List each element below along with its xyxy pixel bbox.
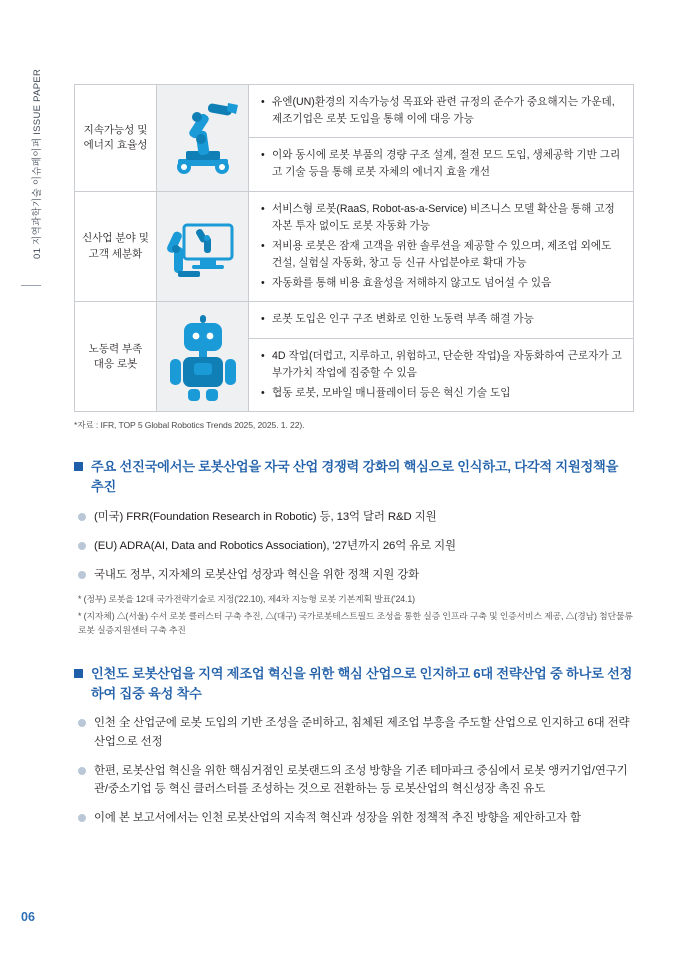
square-bullet-icon	[74, 462, 83, 471]
section-foot-note: * (정부) 로봇을 12대 국가전략기술로 지정('22.10), 제4차 지능형 로봇 기본계획 발표('24.1)	[78, 593, 415, 604]
row-description-cell	[249, 85, 634, 192]
robot-monitor-icon	[157, 207, 248, 287]
list-item: 한편, 로봇산업 혁신을 위한 핵심거점인 로봇랜드의 조성 방향을 기존 테마파크 중심에서 로봇 앵커기업/연구기관/중소기업 등 혁신 클러스터를 조성하는 것으로 전환하는 등 로봇산업의 혁신성장 촉진 유도	[74, 762, 634, 799]
list-item: • 협동 로봇, 모바일 매니퓰레이터 등은 혁신 기술 도입	[261, 385, 623, 402]
row-icon-cell	[157, 302, 249, 412]
section-heading-row	[74, 664, 634, 705]
desc-group	[249, 85, 633, 137]
table-row	[75, 191, 634, 302]
row-category-cell: 노동력 부족 대응 로봇	[75, 302, 157, 412]
section-block	[74, 664, 634, 828]
list-item: 이에 본 보고서에서는 인천 로봇산업의 지속적 혁신과 성장을 위한 정책적 추진 방향을 제안하고자 함	[74, 809, 634, 827]
desc-group	[249, 302, 633, 337]
desc-group	[249, 192, 633, 302]
list-item: 국내도 정부, 지자체의 로봇산업 성장과 혁신을 위한 정책 지원 강화	[74, 566, 634, 584]
list-item: (미국) FRR(Foundation Research in Robotic) 등, 13억 달러 R&D 지원	[74, 508, 634, 526]
row-description-cell	[249, 191, 634, 302]
section-heading-row	[74, 457, 634, 498]
desc-group	[249, 338, 633, 411]
list-item: 인천 全 산업군에 로봇 도입의 기반 조성을 준비하고, 침체된 제조업 부흥을 주도할 산업으로 인지하고 6대 전략산업으로 선정	[74, 714, 634, 751]
section-heading: 주요 선진국에서는 로봇산업을 자국 산업 경쟁력 강화의 핵심으로 인식하고, 다각적 지원정책을 추진	[91, 459, 619, 495]
section-heading: 인천도 로봇산업을 지역 제조업 혁신을 위한 핵심 산업으로 인지하고 6대 전략산업 중 하나로 선정하여 집중 육성 착수	[91, 665, 633, 702]
row-category-cell: 신사업 분야 및 고객 세분화	[75, 191, 157, 302]
table-row	[75, 85, 634, 192]
row-category-cell: 지속가능성 및 에너지 효율성	[75, 85, 157, 192]
list-item: • 유엔(UN)환경의 지속가능성 목표와 관련 규정의 준수가 중요해지는 가운데, 제조기업은 로봇 도입을 통해 이에 대응 가능	[261, 94, 623, 128]
square-bullet-icon	[74, 669, 83, 678]
table-row	[75, 302, 634, 412]
robot-arm-icon	[157, 97, 248, 179]
list-item: • 4D 작업(더럽고, 지루하고, 위험하고, 단순한 작업)을 자동화하여 근로자가 고부가가치 작업에 집중할 수 있음	[261, 348, 623, 382]
section-bullet-list	[74, 714, 634, 827]
row-description-cell	[249, 302, 634, 412]
row-icon-cell	[157, 85, 249, 192]
side-rule-divider	[21, 285, 41, 286]
list-item: • 자동화를 통해 비용 효율성을 저해하지 않고도 넘어설 수 있음	[261, 275, 623, 292]
list-item: • 서비스형 로봇(RaaS, Robot-as-a-Service) 비즈니스 모델 확산을 통해 고정자본 투자 없이도 로봇 자동화 가능	[261, 201, 623, 235]
desc-group	[249, 137, 633, 190]
row-icon-cell	[157, 191, 249, 302]
robotics-trends-table	[74, 84, 634, 412]
page-content	[74, 84, 634, 839]
page-number: 06	[21, 910, 35, 924]
humanoid-robot-icon	[157, 311, 248, 403]
section-bullet-list	[74, 508, 634, 585]
list-item: • 로봇 도입은 인구 구조 변화로 인한 노동력 부족 해결 가능	[261, 311, 623, 328]
list-item: • 이와 동시에 로봇 부품의 경량 구조 설계, 절전 모드 도입, 생체공학 기반 그리고 기술 등을 통해 로봇 자체의 에너지 효율 개선	[261, 147, 623, 181]
vertical-publication-label: 01 지역과학기술 이슈페이퍼 ISSUE PAPER	[32, 68, 43, 259]
section-block	[74, 457, 634, 638]
section-foot-note: * (지자체) △(서울) 수서 로봇 클러스터 구축 추진, △(대구) 국가로봇테스트필드 조성을 통한 실증 인프라 구축 및 인증서비스 제공, △(경남) 첨단물류로봇 실증지원센터 구축 추진	[78, 611, 633, 635]
list-item: (EU) ADRA(AI, Data and Robotics Association), '27년까지 26억 유로 지원	[74, 537, 634, 555]
table-source-note: *자료 : IFR, TOP 5 Global Robotics Trends 2025, 2025. 1. 22).	[74, 420, 305, 431]
side-rail	[0, 0, 46, 972]
list-item: • 저비용 로봇은 잠재 고객을 위한 솔루션을 제공할 수 있으며, 제조업 외에도 건설, 실험실 자동화, 창고 등 신규 사업분야로 확대 가능	[261, 238, 623, 272]
